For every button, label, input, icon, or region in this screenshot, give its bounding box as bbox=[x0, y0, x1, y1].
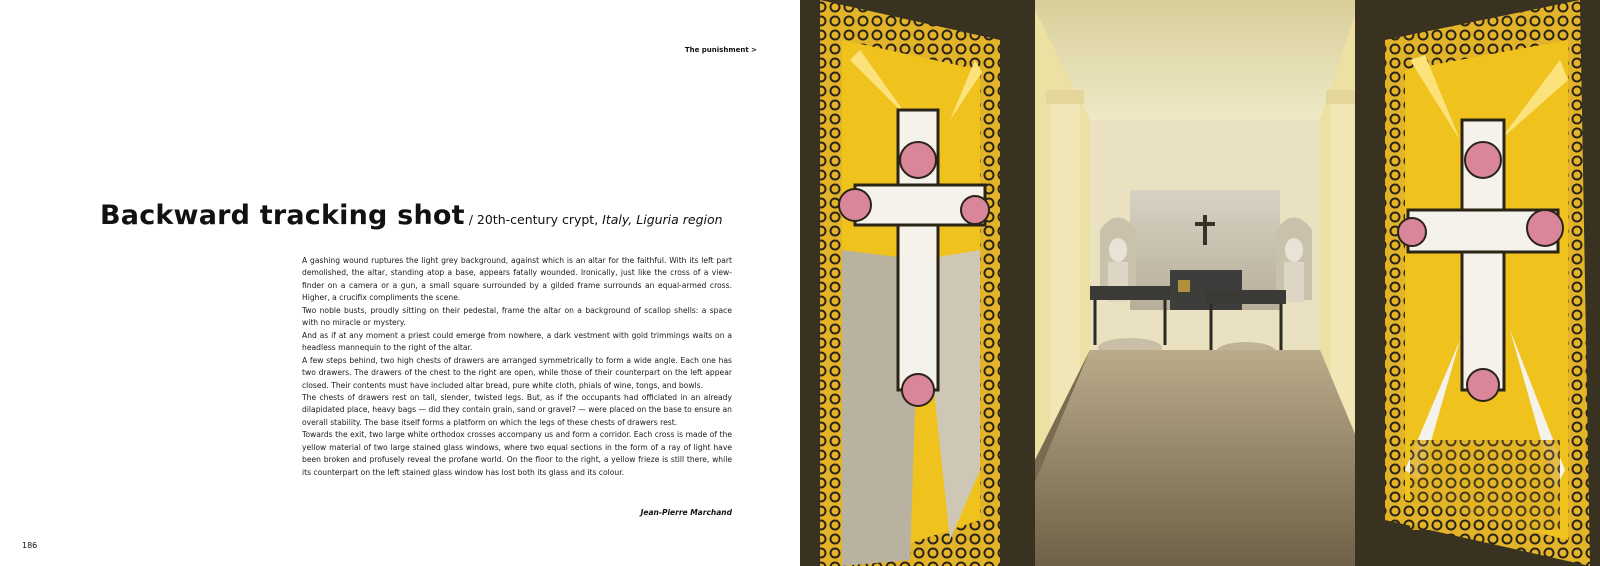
running-head: The punishment > bbox=[684, 46, 757, 54]
title-sub-location: Italy, Liguria region bbox=[602, 212, 723, 227]
crypt-photograph bbox=[800, 0, 1600, 566]
title-main: Backward tracking shot bbox=[100, 200, 465, 231]
title-sub-prefix: / 20th-century crypt, bbox=[464, 212, 603, 227]
author-signature: Jean-Pierre Marchand bbox=[640, 508, 732, 517]
body-paragraph: A gashing wound ruptures the light grey background, against which is an altar for the faithful. With its left part demolished, the altar, standing atop a base, appears fatally wounded. Ironically, just like the cross of a view-finder on a camera or a gun, a small square surrounded by a gilded frame surrounds an equal-armed cross. Higher, a crucifix compliments the scene. bbox=[302, 256, 732, 303]
body-paragraph: And as if at any moment a priest could emerge from nowhere, a dark vestment with gold trimmings waits on a headless mannequin to the right of the altar. bbox=[302, 330, 732, 353]
article-title bbox=[100, 200, 790, 231]
body-paragraph: A few steps behind, two high chests of drawers are arranged symmetrically to form a wide angle. Each one has two drawers. The drawers of the chest to the right are open, while those of their counterpart on the left appear closed. Their contents must have included altar bread, pure white cloth, phials of wine, tongs, and bowls. bbox=[302, 355, 732, 390]
article-body bbox=[302, 255, 732, 479]
page-number: 186 bbox=[22, 541, 38, 550]
body-paragraph: The chests of drawers rest on tall, slender, twisted legs. But, as if the occupants had officiated in an already dilapidated place, heavy bags — did they contain grain, sand or gravel? — were placed on the base to ensure an overall stability. The base itself forms a platform on which the legs of these chests of drawers rest. bbox=[302, 392, 732, 427]
left-door bbox=[800, 0, 1035, 566]
right-door bbox=[1355, 0, 1600, 566]
body-paragraph: Towards the exit, two large white orthodox crosses accompany us and form a corridor. Each cross is made of the yellow material of two large stained glass windows, where two equal sections in the form of a ray of light have been broken and profusely reveal the profane world. On the floor to the right, a yellow frieze is still there, while its counterpart on the left stained glass window has lost both its glass and its colour. bbox=[302, 430, 732, 477]
title-subtitle bbox=[465, 212, 723, 227]
body-paragraph: Two noble busts, proudly sitting on their pedestal, frame the altar on a background of scallop shells: a space with no miracle or mystery. bbox=[302, 305, 732, 328]
